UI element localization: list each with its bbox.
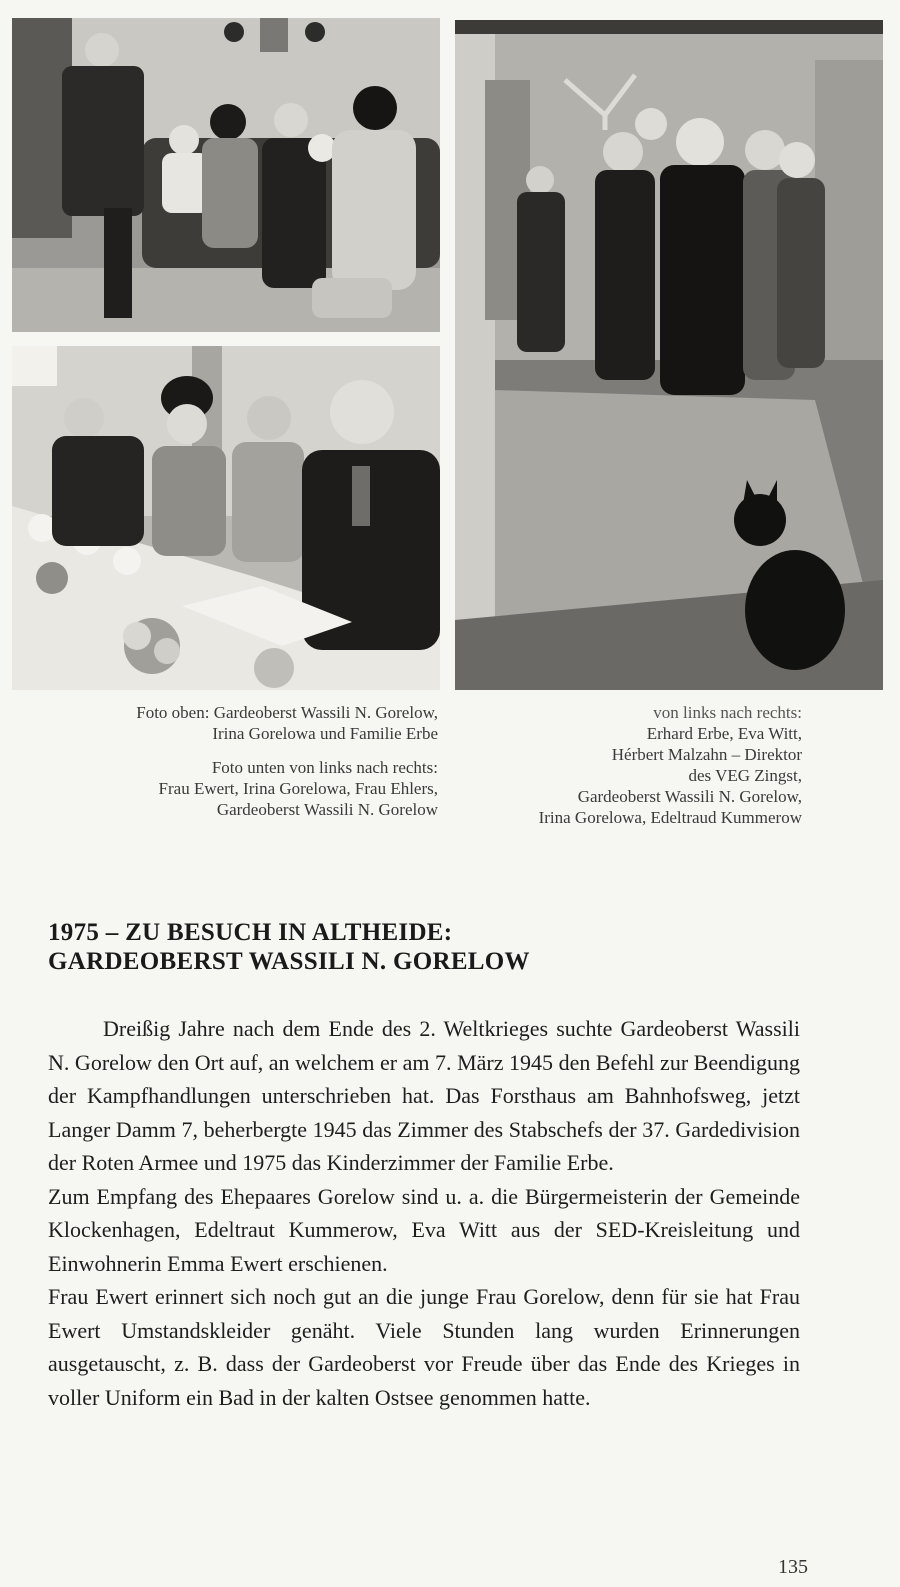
caption-bottom-photo-line: Frau Ewert, Irina Gorelowa, Frau Ehlers, (158, 779, 438, 798)
page-number: 135 (778, 1556, 808, 1578)
caption-top-photo-line: Irina Gorelowa und Familie Erbe (212, 724, 438, 743)
body-paragraph: Zum Empfang des Ehepaares Gorelow sind u. a. die Bürgermeisterin der Gemeinde Klockenhagen, Edeltraut Kummerow, Eva Witt aus der SED-Kreisleitung und Einwohnerin Emma Ewert erschienen. (48, 1183, 800, 1276)
photo-family-sofa (12, 18, 440, 332)
section-heading (48, 918, 530, 976)
section-heading-line: 1975 – ZU BESUCH IN ALTHEIDE: (48, 919, 453, 946)
caption-left (136, 702, 438, 820)
body-text (48, 1012, 800, 1414)
photo-table-gathering (12, 346, 440, 690)
photo-group-entrance (455, 20, 883, 690)
caption-right-line: Gardeoberst Wassili N. Gorelow, (577, 787, 802, 806)
caption-bottom-photo-line: Gardeoberst Wassili N. Gorelow (216, 800, 438, 819)
caption-bottom-photo-line: Foto unten von links nach rechts: (211, 758, 438, 777)
caption-right-line: Erhard Erbe, Eva Witt, (646, 724, 802, 743)
caption-right-line: des VEG Zingst, (688, 766, 802, 785)
body-paragraph: Frau Ewert erinnert sich noch gut an die junge Frau Gorelow, denn für sie hat Frau Ewert Umstandskleider genäht. Viele Stunden lang wurden Erinnerungen ausgetauscht, z. B. dass der Gardeoberst vor Freude über das Ende des Krieges in voller Uniform ein Bad in der kalten Ostsee genommen hatte. (48, 1284, 800, 1410)
caption-right (539, 702, 802, 828)
caption-right-line: Hérbert Malzahn – Direktor (611, 745, 802, 764)
caption-right-line: Irina Gorelowa, Edeltraud Kummerow (538, 808, 802, 827)
caption-right-line: von links nach rechts: (653, 703, 802, 722)
body-paragraph: Dreißig Jahre nach dem Ende des 2. Weltkrieges suchte Gardeoberst Wassili N. Gorelow den Ort auf, an welchem er am 7. März 1945 den Befehl zur Beendigung der Kampfhandlungen unterschrieben hat. Das Forsthaus am Bahnhofsweg, jetzt Langer Damm 7, beherbergte 1945 das Zimmer des Stabschefs der 37. Gardedivision der Roten Armee und 1975 das Kinderzimmer der Familie Erbe. (48, 1016, 800, 1175)
caption-top-photo-line: Foto oben: Gardeoberst Wassili N. Gorelow, (136, 703, 438, 722)
section-heading-line: GARDEOBERST WASSILI N. GORELOW (48, 948, 530, 975)
